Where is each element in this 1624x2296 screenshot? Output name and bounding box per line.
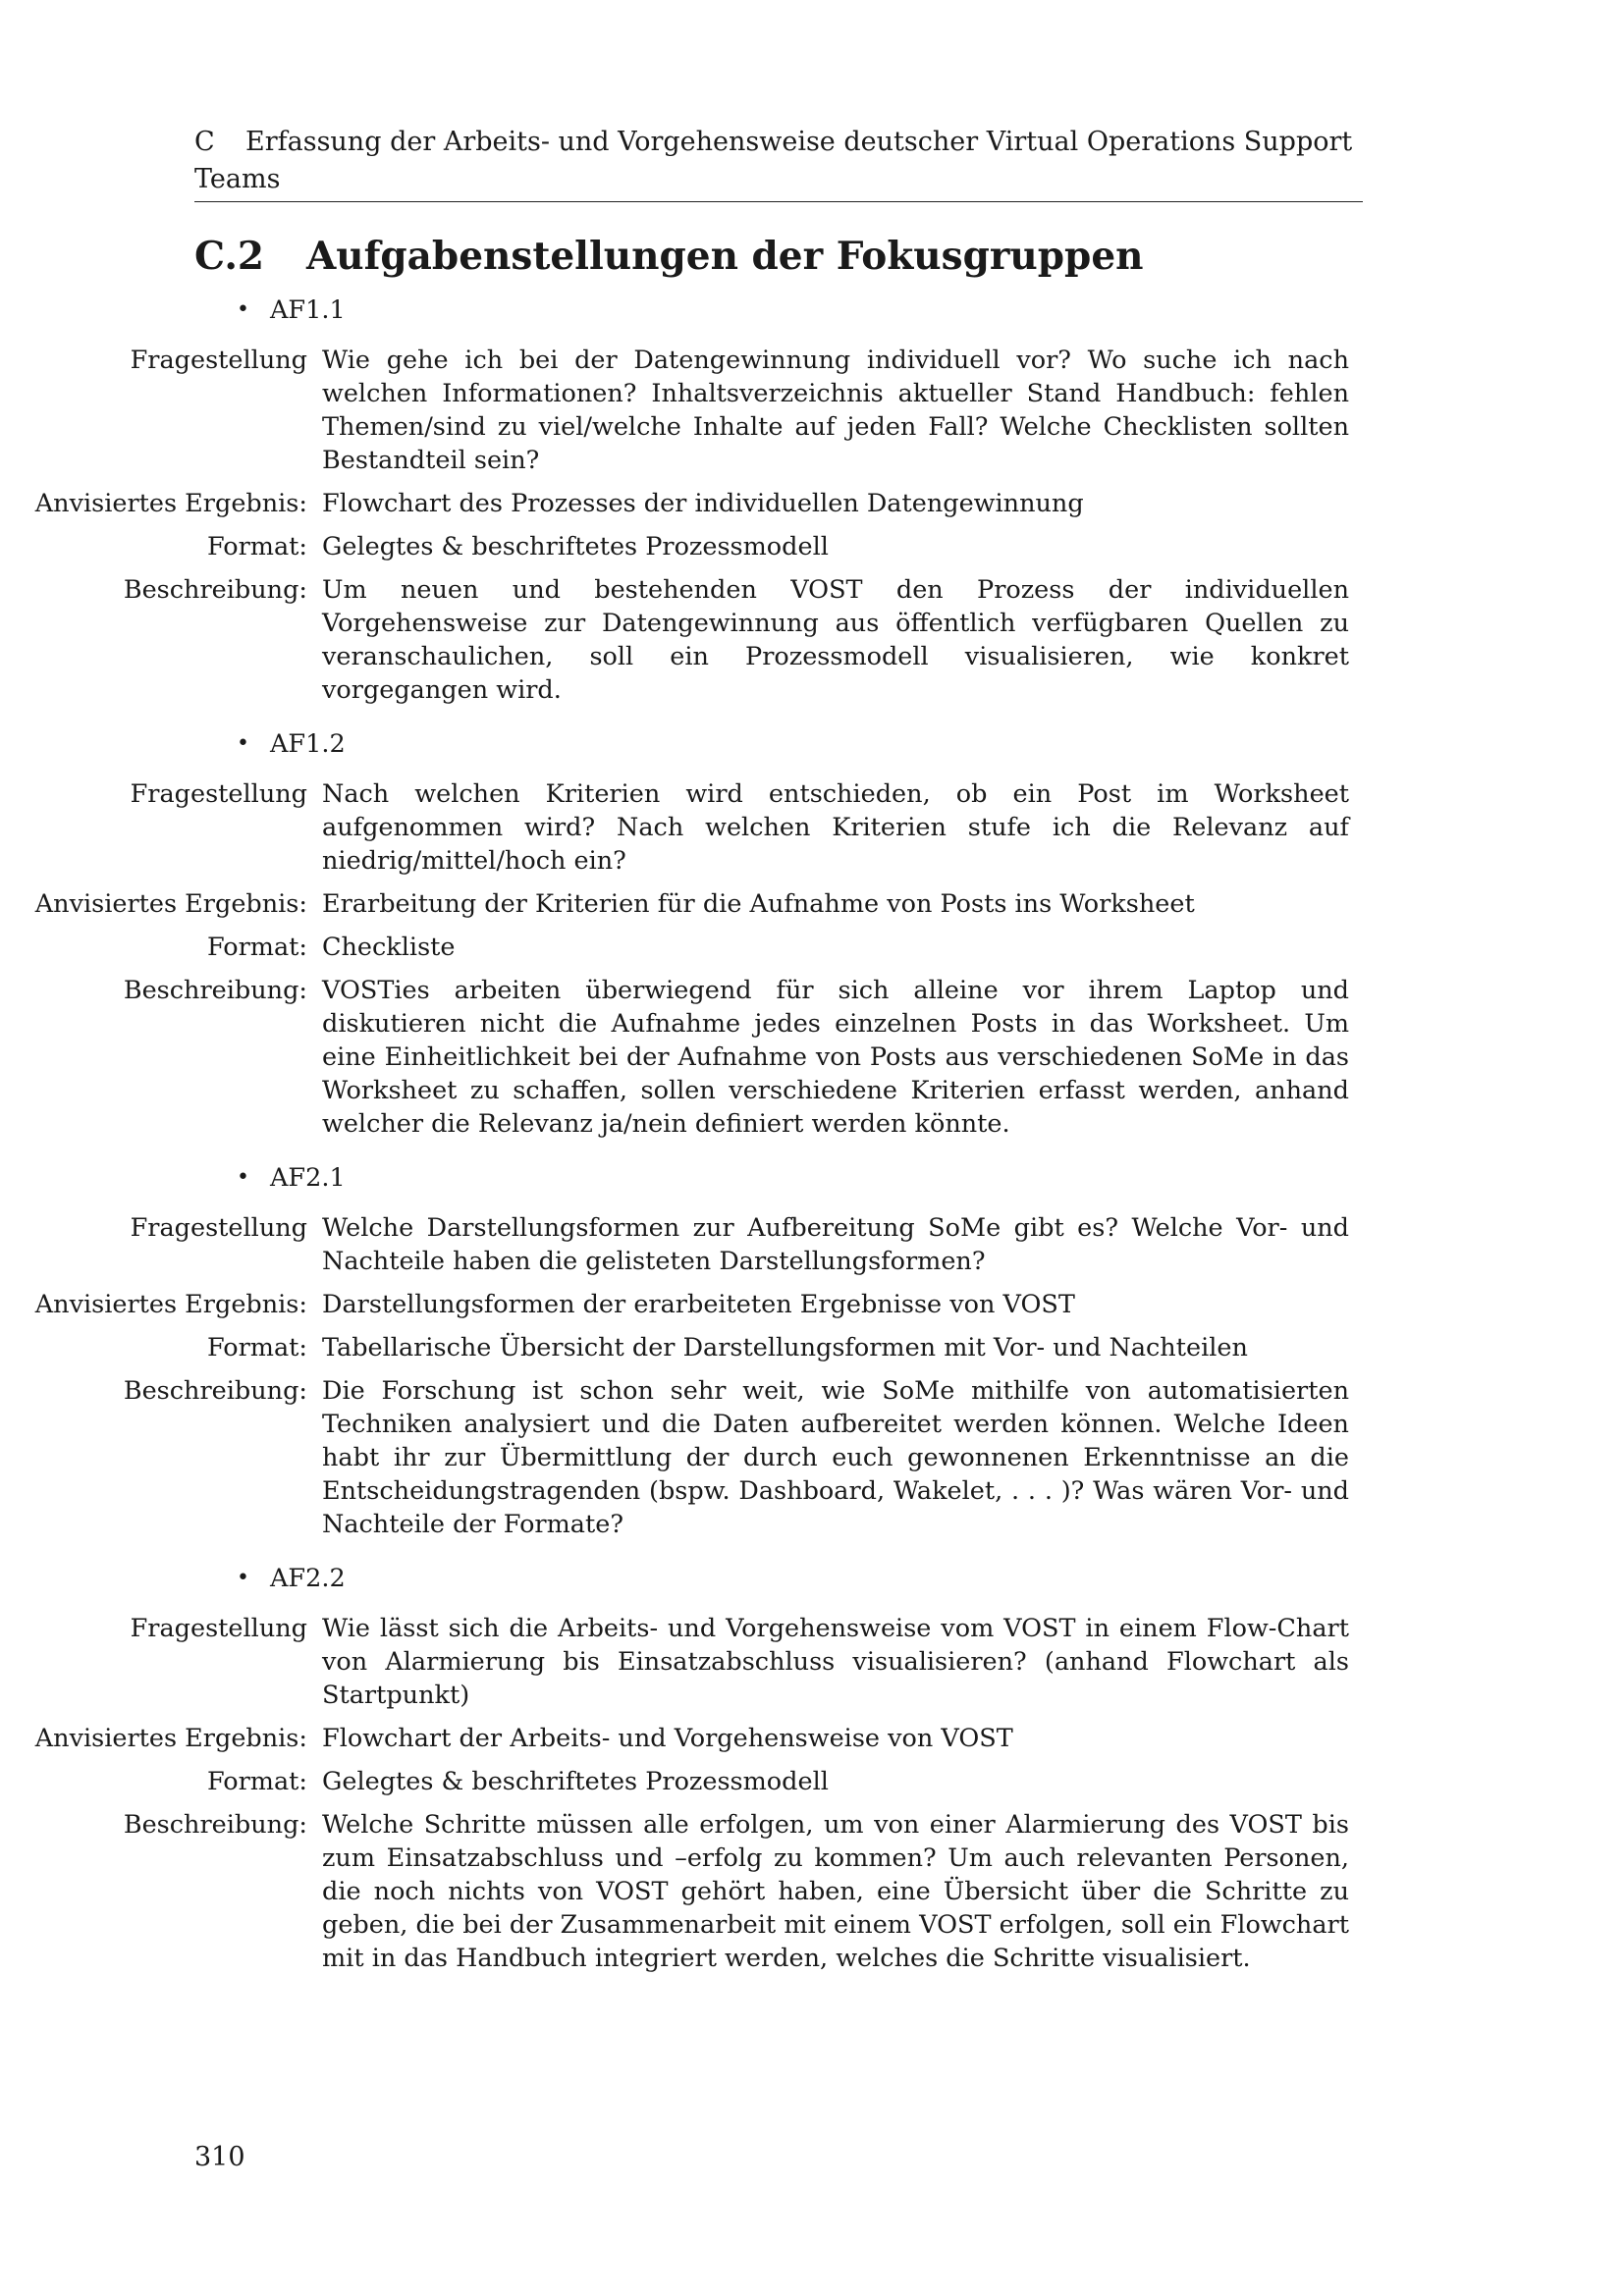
- task-list: [0, 287, 1624, 1975]
- task-id: AF2.2: [270, 1564, 346, 1593]
- format-label: Format:: [206, 933, 307, 962]
- running-head: [194, 124, 1363, 198]
- result-text: Darstellungsformen der erarbeiteten Ergebnisse von VOST: [322, 1290, 1075, 1319]
- description-text: Die Forschung ist schon sehr weit, wie SoMe mithilfe von automatisierten Techniken analysiert und die Daten aufbereitet werden können. Welche Ideen habt ihr zur Übermittlung der durch euch gewonnenen Erkenntnisse an die Entscheidungstragenden (bspw. Dashboard, Wakelet, . . . )? Was wären Vor- und Nachteile der Formate?: [322, 1376, 1349, 1539]
- question-row: [0, 777, 1624, 878]
- task-item-af1-1: [0, 291, 1624, 707]
- section-number: C.2: [194, 234, 265, 279]
- description-row: [0, 1374, 1624, 1541]
- task-bullet: [237, 1158, 1624, 1198]
- task-id: AF2.1: [270, 1163, 346, 1193]
- result-text: Flowchart des Prozesses der individuellen Datengewinnung: [322, 489, 1084, 518]
- question-label: Fragestellung: [130, 1213, 307, 1243]
- task-item-af2-2: [0, 1559, 1624, 1975]
- question-row: [0, 344, 1624, 477]
- description-text: VOSTies arbeiten überwiegend für sich alleine vor ihrem Laptop und diskutieren nicht die Aufnahme jedes einzelnen Posts in das Worksheet. Um eine Einheitlichkeit bei der Aufnahme von Posts aus verschiedenen SoMe in das Worksheet zu schaffen, sollen verschiedene Kriterien erfasst werden, anhand welcher die Relevanz ja/nein definiert werden könnte.: [322, 976, 1349, 1139]
- running-head-title: Erfassung der Arbeits- und Vorgehensweise deutscher Virtual Operations Support Teams: [194, 127, 1353, 194]
- description-row: [0, 573, 1624, 707]
- question-label: Fragestellung: [130, 1614, 307, 1643]
- page-number: 310: [194, 2142, 245, 2172]
- result-label: Anvisiertes Ergebnis:: [34, 1290, 307, 1319]
- bullet-icon: •: [237, 1566, 249, 1590]
- format-row: [0, 931, 1624, 964]
- task-bullet: [237, 1559, 1624, 1598]
- result-text: Erarbeitung der Kriterien für die Aufnahme von Posts ins Worksheet: [322, 889, 1195, 919]
- bullet-icon: •: [237, 297, 249, 322]
- task-item-af1-2: [0, 724, 1624, 1141]
- running-head-chapter: C: [194, 127, 215, 157]
- result-text: Flowchart der Arbeits- und Vorgehensweise von VOST: [322, 1724, 1013, 1753]
- description-row: [0, 974, 1624, 1141]
- description-label: Beschreibung:: [123, 976, 307, 1005]
- question-text: Wie lässt sich die Arbeits- und Vorgehensweise vom VOST in einem Flow-Chart von Alarmierung bis Einsatzabschluss visualisieren? (anhand Flowchart als Startpunkt): [322, 1614, 1349, 1710]
- result-label: Anvisiertes Ergebnis:: [34, 889, 307, 919]
- result-row: [0, 487, 1624, 520]
- result-row: [0, 1722, 1624, 1755]
- task-bullet: [237, 724, 1624, 764]
- question-label: Fragestellung: [130, 779, 307, 809]
- result-row: [0, 887, 1624, 921]
- task-item-af2-1: [0, 1158, 1624, 1541]
- result-row: [0, 1288, 1624, 1321]
- description-text: Welche Schritte müssen alle erfolgen, um von einer Alarmierung des VOST bis zum Einsatzabschluss und –erfolg zu kommen? Um auch relevanten Personen, die noch nichts von VOST gehört haben, eine Übersicht über die Schritte zu geben, die bei der Zusammenarbeit mit einem VOST erfolgen, soll ein Flowchart mit in das Handbuch integriert werden, welches die Schritte visualisiert.: [322, 1810, 1349, 1973]
- format-text: Tabellarische Übersicht der Darstellungsformen mit Vor- und Nachteilen: [322, 1333, 1248, 1362]
- question-label: Fragestellung: [130, 346, 307, 375]
- section-heading: [194, 230, 1144, 283]
- question-text: Nach welchen Kriterien wird entschieden, ob ein Post im Worksheet aufgenommen wird? Nach welchen Kriterien stufe ich die Relevanz auf niedrig/mittel/hoch ein?: [322, 779, 1349, 876]
- bullet-icon: •: [237, 1165, 249, 1190]
- result-label: Anvisiertes Ergebnis:: [34, 1724, 307, 1753]
- bullet-icon: •: [237, 731, 249, 756]
- question-row: [0, 1211, 1624, 1278]
- format-text: Gelegtes & beschriftetes Prozessmodell: [322, 1767, 829, 1796]
- question-row: [0, 1612, 1624, 1712]
- task-id: AF1.2: [270, 729, 346, 759]
- question-text: Wie gehe ich bei der Datengewinnung individuell vor? Wo suche ich nach welchen Informationen? Inhaltsverzeichnis aktueller Stand Handbuch: fehlen Themen/sind zu viel/welche Inhalte auf jeden Fall? Welche Checklisten sollten Bestandteil sein?: [322, 346, 1349, 475]
- description-label: Beschreibung:: [123, 1376, 307, 1406]
- format-label: Format:: [206, 1333, 307, 1362]
- header-rule: [194, 201, 1363, 202]
- description-text: Um neuen und bestehenden VOST den Prozess der individuellen Vorgehensweise zur Datengewinnung aus öffentlich verfügbaren Quellen zu veranschaulichen, soll ein Prozessmodell visualisieren, wie konkret vorgegangen wird.: [322, 575, 1349, 705]
- format-row: [0, 530, 1624, 563]
- description-label: Beschreibung:: [123, 575, 307, 605]
- format-text: Gelegtes & beschriftetes Prozessmodell: [322, 532, 829, 561]
- format-label: Format:: [206, 532, 307, 561]
- format-label: Format:: [206, 1767, 307, 1796]
- result-label: Anvisiertes Ergebnis:: [34, 489, 307, 518]
- question-text: Welche Darstellungsformen zur Aufbereitung SoMe gibt es? Welche Vor- und Nachteile haben die gelisteten Darstellungsformen?: [322, 1213, 1349, 1276]
- description-label: Beschreibung:: [123, 1810, 307, 1840]
- format-text: Checkliste: [322, 933, 456, 962]
- description-row: [0, 1808, 1624, 1975]
- task-id: AF1.1: [270, 295, 346, 325]
- task-bullet: [237, 291, 1624, 330]
- format-row: [0, 1331, 1624, 1364]
- format-row: [0, 1765, 1624, 1798]
- section-title: Aufgabenstellungen der Fokusgruppen: [306, 234, 1144, 279]
